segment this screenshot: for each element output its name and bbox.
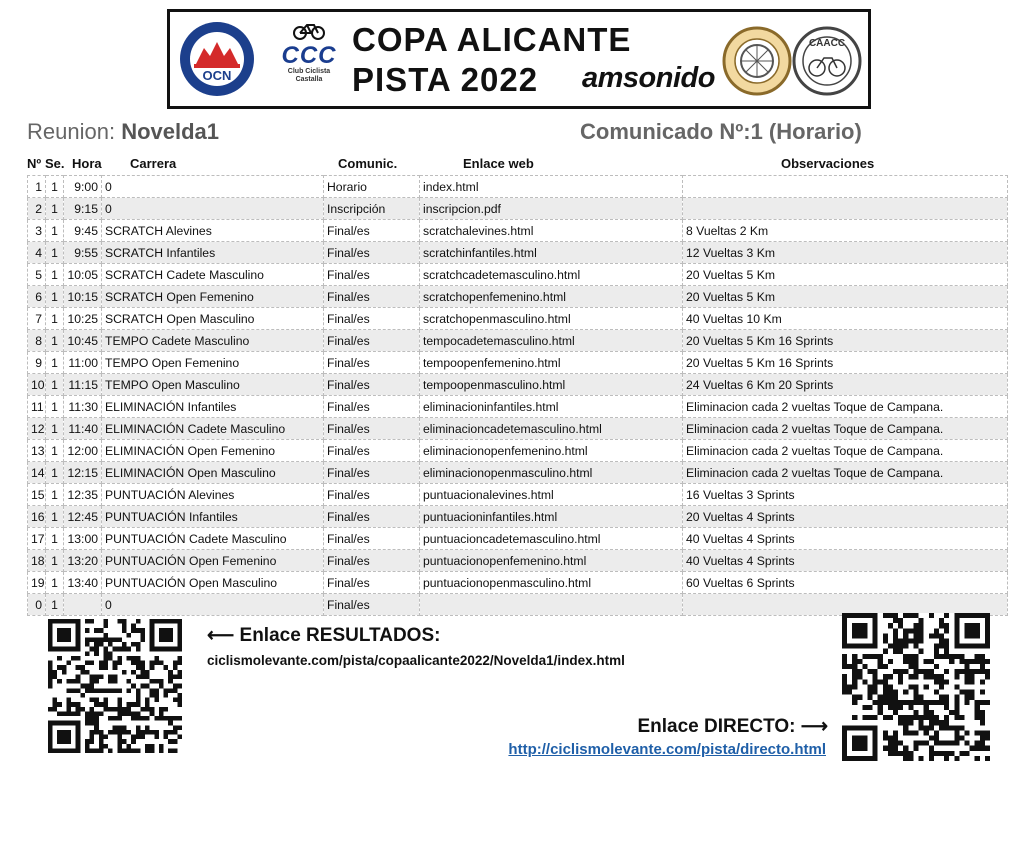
banner-title-line2: PISTA 2022 (352, 61, 539, 98)
row-comunic: Final/es (324, 396, 420, 418)
ccc-club-logo (278, 22, 340, 100)
row-race: PUNTUACIÓN Infantiles (102, 506, 324, 528)
row-comunic: Final/es (324, 484, 420, 506)
row-session: 1 (46, 440, 64, 462)
cycling-club-seal-logo (722, 22, 792, 100)
col-header-obs: Observaciones (781, 156, 875, 171)
table-row (28, 220, 1008, 242)
row-link[interactable] (420, 594, 683, 616)
row-comunic: Final/es (324, 550, 420, 572)
table-row (28, 506, 1008, 528)
row-num: 0 (28, 594, 46, 616)
row-notes: Eliminacion cada 2 vueltas Toque de Campana. (683, 396, 1008, 418)
row-race: TEMPO Open Masculino (102, 374, 324, 396)
row-race: SCRATCH Alevines (102, 220, 324, 242)
row-notes (683, 198, 1008, 220)
row-time: 10:25 (64, 308, 102, 330)
row-race: 0 (102, 198, 324, 220)
row-num: 5 (28, 264, 46, 286)
row-notes (683, 176, 1008, 198)
row-num: 14 (28, 462, 46, 484)
banner-title-line1: COPA ALICANTE (352, 21, 632, 58)
row-link[interactable]: puntuacionalevines.html (420, 484, 683, 506)
row-time: 11:15 (64, 374, 102, 396)
row-notes: 20 Vueltas 5 Km 16 Sprints (683, 352, 1008, 374)
ocn-club-logo (178, 20, 256, 98)
row-session: 1 (46, 396, 64, 418)
row-link[interactable]: scratchopenmasculino.html (420, 308, 683, 330)
schedule-table-body (28, 176, 1008, 616)
row-link[interactable]: eliminacioncadetemasculino.html (420, 418, 683, 440)
table-row (28, 572, 1008, 594)
col-header-se: Se. (45, 156, 65, 171)
row-race: SCRATCH Open Masculino (102, 308, 324, 330)
row-session: 1 (46, 572, 64, 594)
row-notes: Eliminacion cada 2 vueltas Toque de Campana. (683, 462, 1008, 484)
qr-code-icon[interactable] (47, 619, 183, 753)
table-row (28, 286, 1008, 308)
row-time: 13:40 (64, 572, 102, 594)
row-race: ELIMINACIÓN Cadete Masculino (102, 418, 324, 440)
row-comunic: Final/es (324, 330, 420, 352)
row-time: 11:00 (64, 352, 102, 374)
table-row (28, 242, 1008, 264)
table-row (28, 440, 1008, 462)
club-subtitle-2: Castalla (295, 76, 323, 83)
row-comunic: Final/es (324, 506, 420, 528)
row-session: 1 (46, 330, 64, 352)
qr-code-icon[interactable] (842, 613, 990, 761)
row-notes: 24 Vueltas 6 Km 20 Sprints (683, 374, 1008, 396)
row-session: 1 (46, 374, 64, 396)
row-race: 0 (102, 176, 324, 198)
table-row (28, 352, 1008, 374)
row-num: 7 (28, 308, 46, 330)
row-time (64, 594, 102, 616)
table-row (28, 176, 1008, 198)
table-row (28, 308, 1008, 330)
row-race: SCRATCH Infantiles (102, 242, 324, 264)
results-link-url[interactable]: ciclismolevante.com/pista/copaalicante2022/Novelda1/index.html (207, 653, 625, 668)
row-time: 12:00 (64, 440, 102, 462)
reunion-label: Reunion: (27, 119, 116, 144)
row-comunic: Final/es (324, 286, 420, 308)
sponsor-logo: amsonido (582, 62, 715, 94)
bicycle-icon (278, 22, 340, 44)
row-time: 12:35 (64, 484, 102, 506)
row-notes: 40 Vueltas 4 Sprints (683, 528, 1008, 550)
row-comunic: Final/es (324, 572, 420, 594)
row-time: 11:30 (64, 396, 102, 418)
table-row (28, 264, 1008, 286)
row-notes: 20 Vueltas 4 Sprints (683, 506, 1008, 528)
table-row (28, 396, 1008, 418)
reunion-value: Novelda1 (121, 119, 220, 144)
row-link[interactable]: scratchopenfemenino.html (420, 286, 683, 308)
row-num: 17 (28, 528, 46, 550)
row-comunic: Final/es (324, 462, 420, 484)
col-header-num: Nº (27, 156, 42, 171)
row-notes: 60 Vueltas 6 Sprints (683, 572, 1008, 594)
row-notes: 8 Vueltas 2 Km (683, 220, 1008, 242)
row-comunic: Horario (324, 176, 420, 198)
row-num: 4 (28, 242, 46, 264)
row-link[interactable]: puntuacionopenmasculino.html (420, 572, 683, 594)
row-time: 9:15 (64, 198, 102, 220)
row-link[interactable]: puntuacioninfantiles.html (420, 506, 683, 528)
row-time: 12:45 (64, 506, 102, 528)
row-num: 18 (28, 550, 46, 572)
col-header-comunic: Comunic. (338, 156, 398, 171)
row-session: 1 (46, 264, 64, 286)
row-session: 1 (46, 462, 64, 484)
caacc-logo-text: CAACC (808, 38, 846, 49)
row-num: 2 (28, 198, 46, 220)
row-link[interactable]: inscripcion.pdf (420, 198, 683, 220)
row-notes: 20 Vueltas 5 Km 16 Sprints (683, 330, 1008, 352)
row-link[interactable]: puntuacioncadetemasculino.html (420, 528, 683, 550)
table-row (28, 550, 1008, 572)
row-race: TEMPO Cadete Masculino (102, 330, 324, 352)
row-session: 1 (46, 418, 64, 440)
comunicado-heading: Comunicado Nº:1 (Horario) (580, 119, 862, 144)
row-race: 0 (102, 594, 324, 616)
row-num: 3 (28, 220, 46, 242)
row-session: 1 (46, 286, 64, 308)
row-link[interactable]: scratchcadetemasculino.html (420, 264, 683, 286)
row-comunic: Final/es (324, 242, 420, 264)
row-num: 15 (28, 484, 46, 506)
row-notes: 40 Vueltas 10 Km (683, 308, 1008, 330)
row-link[interactable]: eliminacioninfantiles.html (420, 396, 683, 418)
row-race: PUNTUACIÓN Open Masculino (102, 572, 324, 594)
row-num: 12 (28, 418, 46, 440)
row-num: 8 (28, 330, 46, 352)
row-link[interactable]: scratchinfantiles.html (420, 242, 683, 264)
row-link[interactable]: tempoopenfemenino.html (420, 352, 683, 374)
direct-link-title: Enlace DIRECTO: ⟶ (637, 716, 828, 737)
row-race: PUNTUACIÓN Alevines (102, 484, 324, 506)
club-subtitle-1: Club Ciclista (287, 68, 331, 75)
row-time: 10:45 (64, 330, 102, 352)
table-row (28, 330, 1008, 352)
col-header-hora: Hora (72, 156, 102, 171)
row-comunic: Final/es (324, 352, 420, 374)
row-comunic: Final/es (324, 594, 420, 616)
caacc-club-logo (792, 22, 862, 100)
row-notes: 16 Vueltas 3 Sprints (683, 484, 1008, 506)
direct-link-url[interactable]: http://ciclismolevante.com/pista/directo.html (508, 741, 826, 758)
row-link[interactable]: puntuacionopenfemenino.html (420, 550, 683, 572)
row-race: PUNTUACIÓN Open Femenino (102, 550, 324, 572)
row-notes: 40 Vueltas 4 Sprints (683, 550, 1008, 572)
ccc-logo-text: CCC (281, 42, 337, 69)
row-comunic: Final/es (324, 220, 420, 242)
header-banner (167, 9, 871, 109)
row-race: ELIMINACIÓN Infantiles (102, 396, 324, 418)
row-session: 1 (46, 242, 64, 264)
row-num: 10 (28, 374, 46, 396)
row-notes: Eliminacion cada 2 vueltas Toque de Campana. (683, 440, 1008, 462)
table-row (28, 418, 1008, 440)
row-num: 13 (28, 440, 46, 462)
table-header (27, 156, 1007, 174)
row-session: 1 (46, 220, 64, 242)
row-comunic: Final/es (324, 440, 420, 462)
row-session: 1 (46, 176, 64, 198)
row-link[interactable]: tempoopenmasculino.html (420, 374, 683, 396)
table-row (28, 374, 1008, 396)
row-comunic: Inscripción (324, 198, 420, 220)
row-link[interactable]: eliminacionopenmasculino.html (420, 462, 683, 484)
row-notes: 20 Vueltas 5 Km (683, 264, 1008, 286)
row-time: 9:55 (64, 242, 102, 264)
table-row (28, 198, 1008, 220)
row-num: 6 (28, 286, 46, 308)
row-time: 10:05 (64, 264, 102, 286)
row-num: 19 (28, 572, 46, 594)
row-link[interactable]: index.html (420, 176, 683, 198)
table-row (28, 528, 1008, 550)
row-notes: 12 Vueltas 3 Km (683, 242, 1008, 264)
row-num: 11 (28, 396, 46, 418)
row-num: 16 (28, 506, 46, 528)
row-comunic: Final/es (324, 308, 420, 330)
row-time: 10:15 (64, 286, 102, 308)
row-link[interactable]: scratchalevines.html (420, 220, 683, 242)
row-session: 1 (46, 198, 64, 220)
row-race: SCRATCH Cadete Masculino (102, 264, 324, 286)
row-session: 1 (46, 528, 64, 550)
row-time: 11:40 (64, 418, 102, 440)
schedule-table (27, 175, 1008, 616)
row-time: 9:45 (64, 220, 102, 242)
reunion-heading (27, 119, 219, 145)
row-num: 9 (28, 352, 46, 374)
row-race: ELIMINACIÓN Open Masculino (102, 462, 324, 484)
row-session: 1 (46, 484, 64, 506)
row-comunic: Final/es (324, 264, 420, 286)
row-race: ELIMINACIÓN Open Femenino (102, 440, 324, 462)
row-notes: 20 Vueltas 5 Km (683, 286, 1008, 308)
row-race: TEMPO Open Femenino (102, 352, 324, 374)
row-session: 1 (46, 550, 64, 572)
row-race: PUNTUACIÓN Cadete Masculino (102, 528, 324, 550)
row-notes: Eliminacion cada 2 vueltas Toque de Campana. (683, 418, 1008, 440)
row-session: 1 (46, 352, 64, 374)
col-header-enlace: Enlace web (463, 156, 534, 171)
row-num: 1 (28, 176, 46, 198)
row-link[interactable]: eliminacionopenfemenino.html (420, 440, 683, 462)
row-race: SCRATCH Open Femenino (102, 286, 324, 308)
col-header-carrera: Carrera (130, 156, 177, 171)
row-time: 13:00 (64, 528, 102, 550)
row-comunic: Final/es (324, 528, 420, 550)
results-link-title: ⟵ Enlace RESULTADOS: (207, 625, 441, 646)
row-session: 1 (46, 594, 64, 616)
row-comunic: Final/es (324, 374, 420, 396)
table-row (28, 484, 1008, 506)
table-row (28, 462, 1008, 484)
row-session: 1 (46, 506, 64, 528)
row-time: 12:15 (64, 462, 102, 484)
row-comunic: Final/es (324, 418, 420, 440)
row-time: 13:20 (64, 550, 102, 572)
row-session: 1 (46, 308, 64, 330)
row-time: 9:00 (64, 176, 102, 198)
row-link[interactable]: tempocadetemasculino.html (420, 330, 683, 352)
ocn-logo-text: OCN (202, 68, 232, 83)
